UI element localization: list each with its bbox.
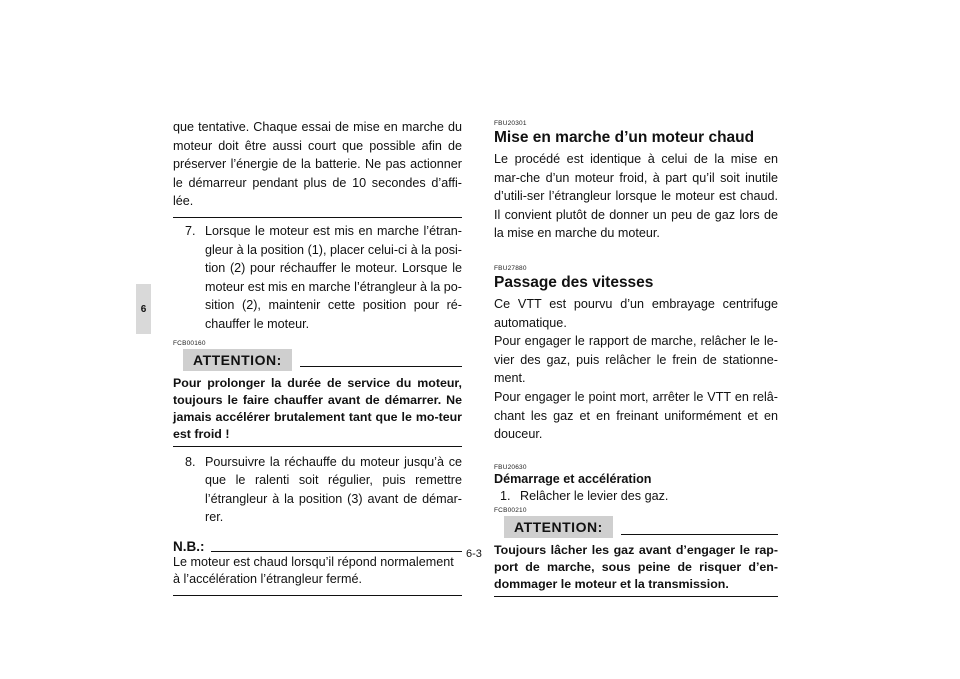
section-paragraph: Pour engager le rapport de marche, relâcher le le-vier des gaz, puis relâcher le frein de stationne-ment. <box>494 334 778 386</box>
attention-code: FCB00160 <box>173 339 206 347</box>
attention-label: ATTENTION: <box>183 349 292 371</box>
section-code: FBU27880 <box>494 264 527 272</box>
step-text: Poursuivre la réchauffe du moteur jusqu’à ce que le ralenti soit régulier, puis remettre l’étrangleur à la position (3) avant de démar-rer. <box>205 454 462 525</box>
attention-rule <box>621 534 778 535</box>
step-number: 8. <box>185 454 196 469</box>
intro-paragraph: que tentative. Chaque essai de mise en marche du moteur doit être aussi court que possible afin de préserver l’énergie de la batterie. Ne pas actionner le démarreur pendant plus de 10 secondes d’affi-lée. <box>173 120 462 209</box>
step-8 <box>185 453 462 527</box>
note-text: Le moteur est chaud lorsqu’il répond normalement à l’accélération l’étrangleur fermé. <box>173 554 462 596</box>
section-title: Mise en marche d’un moteur chaud <box>494 129 755 146</box>
attention-rule <box>300 366 462 367</box>
attention-text: Toujours lâcher les gaz avant d’engager le rap-port de marche, sous peine de risquer d’en-dommager le moteur et la transmission. <box>494 538 778 597</box>
attention-text: Pour prolonger la durée de service du moteur, toujours le faire chauffer avant de démarrer. Ne jamais accélérer brutalement tant que le mo-teur est froid ! <box>173 371 462 447</box>
note-label: N.B.: <box>173 538 205 554</box>
section-code: FBU20630 <box>494 463 527 471</box>
left-column <box>173 118 462 596</box>
section-paragraph: Le procédé est identique à celui de la mise en mar-che d’un moteur froid, à part qu’il soit inutile d’utili-ser l’étrangleur lorsque le moteur est chaud. Il convient plutôt de donner un peu de gaz lors de la mise en marche du moteur. <box>494 152 778 241</box>
attention-header <box>173 349 462 371</box>
attention-header <box>494 516 778 538</box>
step-1 <box>500 487 778 506</box>
chapter-tab: 6 <box>136 284 151 334</box>
note-header <box>173 539 462 554</box>
section-title: Passage des vitesses <box>494 273 654 291</box>
note-rule <box>211 551 463 552</box>
section-paragraph: Ce VTT est pourvu d’un embrayage centrifuge automatique. <box>494 296 778 330</box>
step-number: 7. <box>185 223 196 238</box>
step-text: Relâcher le levier des gaz. <box>520 488 669 503</box>
step-number: 1. <box>500 488 511 503</box>
divider <box>173 217 462 218</box>
attention-code: FCB00210 <box>494 507 527 515</box>
section-code: FBU20301 <box>494 120 527 127</box>
step-7 <box>185 222 462 334</box>
section-title: Démarrage et accélération <box>494 471 652 486</box>
attention-label: ATTENTION: <box>504 516 613 538</box>
step-text: Lorsque le moteur est mis en marche l’étran-gleur à la position (1), placer celui-ci à la posi-tion (2) pour réchauffer le moteur. Lorsque le moteur est mis en marche l’étrangleur à la po-sition (2), maintenir cette position pour ré-chauffer le moteur. <box>205 223 462 331</box>
right-column <box>494 120 778 597</box>
section-paragraph: Pour engager le point mort, arrêter le VTT en relâ-chant les gaz et en freinant uniformément et en douceur. <box>494 389 778 442</box>
page-number: 6-3 <box>466 548 482 560</box>
